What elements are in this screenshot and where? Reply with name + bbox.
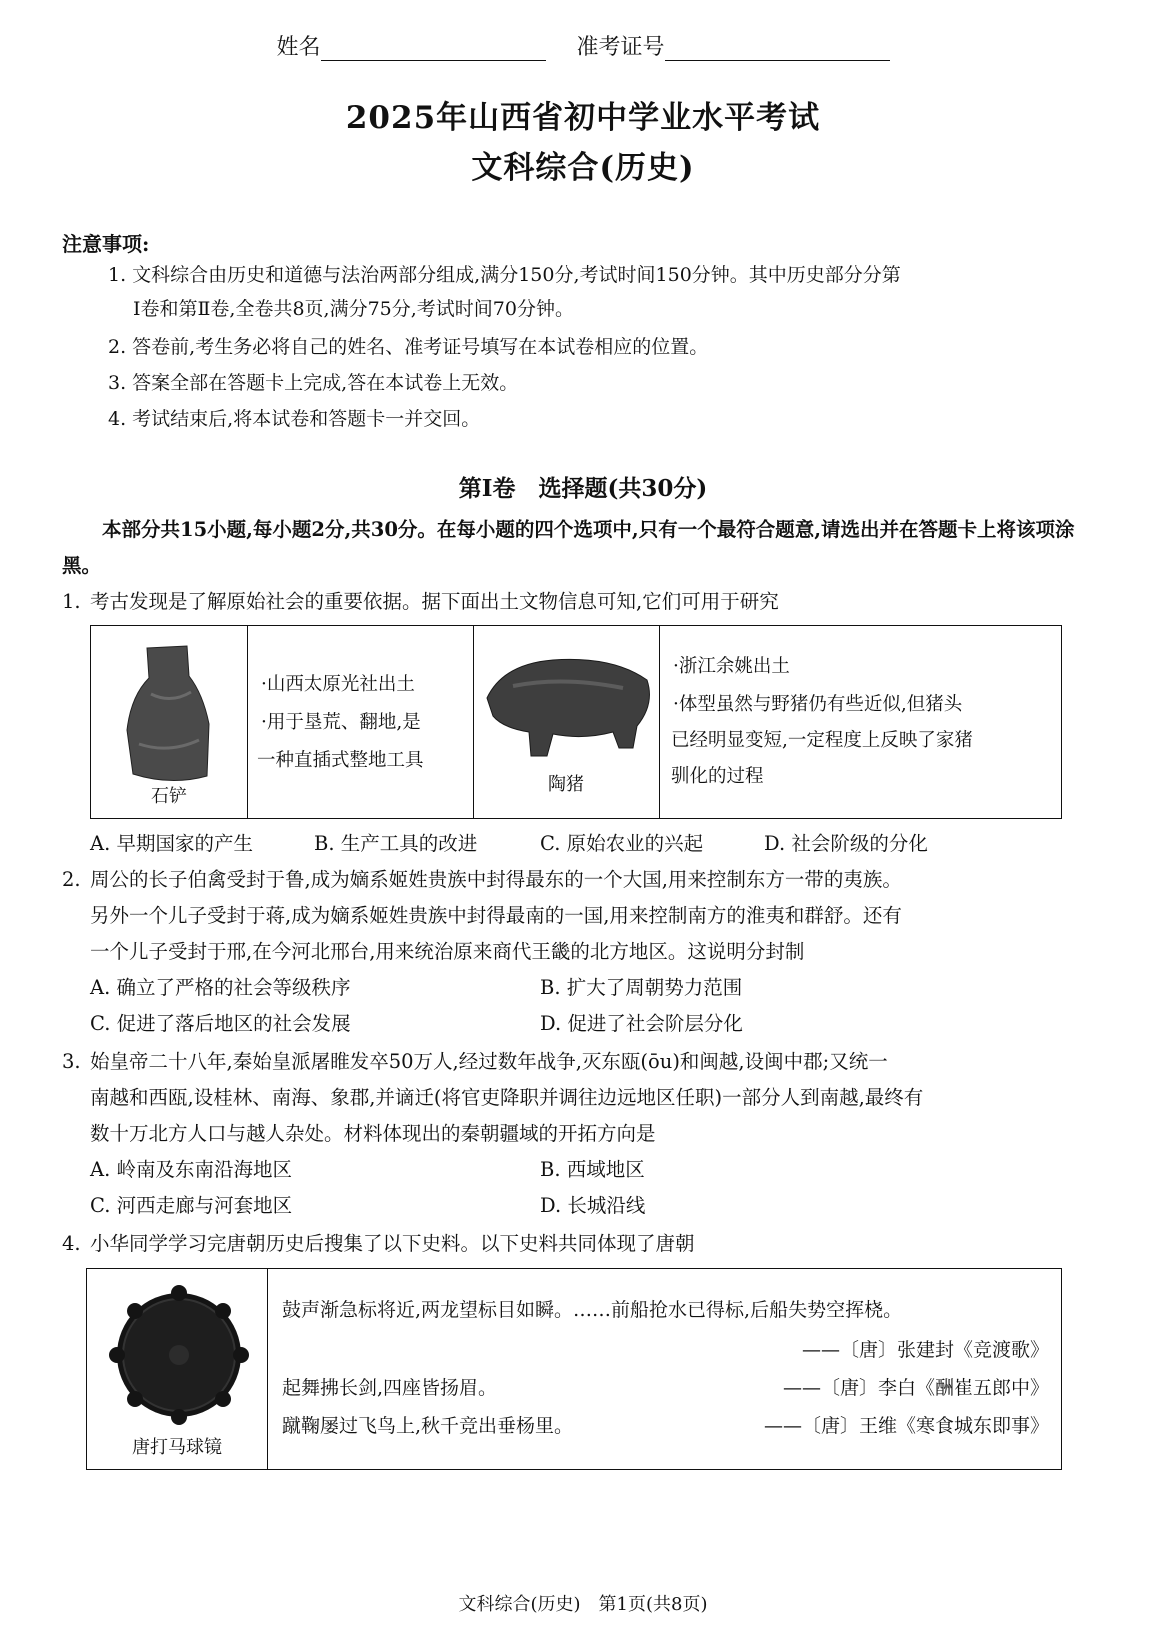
question-text: 小华同学学习完唐朝历史后搜集了以下史料。以下史料共同体现了唐朝 bbox=[90, 1232, 695, 1255]
notice-item: Ⅰ卷和第Ⅱ卷,全卷共8页,满分75分,考试时间70分钟。 bbox=[133, 298, 574, 320]
notice-item: 3. 答案全部在答题卡上完成,答在本试卷上无效。 bbox=[108, 372, 519, 394]
question-number: 1. bbox=[62, 590, 81, 613]
artifact-2-info bbox=[659, 626, 1061, 818]
name-field[interactable] bbox=[321, 40, 546, 61]
question-text: 另外一个儿子受封于蒋,成为嫡系姬姓贵族中封得最南的一国,用来控制南方的淮夷和群舒。还有 bbox=[90, 904, 902, 927]
option-d[interactable]: D. 社会阶级的分化 bbox=[764, 832, 928, 855]
option-c[interactable]: C. 原始农业的兴起 bbox=[540, 832, 704, 855]
question-3 bbox=[62, 1044, 1112, 1152]
option-b[interactable]: B. 扩大了周朝势力范围 bbox=[540, 976, 743, 999]
artifact-stone-shovel bbox=[91, 626, 248, 818]
poem-1-text: 鼓声渐急标将近,两龙望标目如瞬。……前船抢水已得标,后船失势空挥桡。 bbox=[282, 1299, 903, 1321]
notice-heading: 注意事项: bbox=[62, 232, 150, 256]
info-line: ·浙江余姚出土 bbox=[673, 656, 790, 677]
option-a[interactable]: A. 确立了严格的社会等级秩序 bbox=[90, 976, 351, 999]
option-d[interactable]: D. 促进了社会阶层分化 bbox=[540, 1012, 743, 1035]
option-c[interactable]: C. 促进了落后地区的社会发展 bbox=[90, 1012, 351, 1035]
artifact-caption: 陶猪 bbox=[548, 774, 584, 795]
option-a[interactable]: A. 早期国家的产生 bbox=[90, 832, 253, 855]
option-b[interactable]: B. 生产工具的改进 bbox=[314, 832, 478, 855]
mirror-caption: 唐打马球镜 bbox=[132, 1437, 222, 1458]
option-a[interactable]: A. 岭南及东南沿海地区 bbox=[90, 1158, 292, 1181]
question-number: 3. bbox=[62, 1050, 81, 1073]
question-1-stem bbox=[62, 584, 1112, 620]
artifact-1-info bbox=[247, 626, 474, 818]
candidate-fields bbox=[0, 30, 1166, 61]
id-label: 准考证号 bbox=[576, 35, 665, 60]
question-text: 南越和西瓯,设桂林、南海、象郡,并谪迁(将官吏降职并调往边远地区任职)一部分人到南越,最终有 bbox=[90, 1086, 924, 1109]
artifact-pottery-pig bbox=[473, 626, 660, 818]
option-b[interactable]: B. 西域地区 bbox=[540, 1158, 645, 1181]
poem-2-source: ——〔唐〕李白《酬崔五郎中》 bbox=[782, 1377, 1049, 1399]
info-line: ·山西太原光社出土 bbox=[261, 674, 415, 695]
section-intro: 本部分共15小题,每小题2分,共30分。在每小题的四个选项中,只有一个最符合题意,请选出并在答题卡上将该项涂黑。 bbox=[62, 518, 1075, 577]
question-text: 一个儿子受封于邢,在今河北邢台,用来统治原来商代王畿的北方地区。这说明分封制 bbox=[90, 940, 805, 963]
question-2 bbox=[62, 862, 1112, 970]
info-line: 驯化的过程 bbox=[671, 766, 764, 787]
question-number: 4. bbox=[62, 1232, 81, 1255]
question-text: 数十万北方人口与越人杂处。材料体现出的秦朝疆域的开拓方向是 bbox=[90, 1122, 656, 1145]
notice-item: 4. 考试结束后,将本试卷和答题卡一并交回。 bbox=[108, 408, 481, 430]
question-4-stem bbox=[62, 1226, 1112, 1262]
exam-title: 2025年山西省初中学业水平考试 bbox=[345, 100, 821, 136]
artifact-table bbox=[90, 625, 1062, 819]
info-line: 一种直插式整地工具 bbox=[257, 750, 424, 771]
stone-shovel-image bbox=[91, 634, 247, 794]
artifact-caption: 石铲 bbox=[151, 786, 187, 807]
question-number: 2. bbox=[62, 868, 81, 891]
poem-3-source: ——〔唐〕王维《寒食城东即事》 bbox=[763, 1415, 1049, 1437]
question-text: 始皇帝二十八年,秦始皇派屠睢发卒50万人,经过数年战争,灭东瓯(ōu)和闽越,设闽中郡;又统一 bbox=[90, 1050, 888, 1073]
polo-mirror-image bbox=[87, 1277, 267, 1437]
question-text: 周公的长子伯禽受封于鲁,成为嫡系姬姓贵族中封得最东的一个大国,用来控制东方一带的夷族。 bbox=[90, 868, 902, 891]
poem-1-source: ——〔唐〕张建封《竞渡歌》 bbox=[801, 1339, 1049, 1361]
info-line: ·体型虽然与野猪仍有些近似,但猪头 bbox=[673, 694, 963, 715]
notice-item: 1. 文科综合由历史和道德与法治两部分组成,满分150分,考试时间150分钟。其中历史部分分第 bbox=[108, 264, 901, 286]
id-field[interactable] bbox=[665, 40, 890, 61]
question-text: 考古发现是了解原始社会的重要依据。据下面出土文物信息可知,它们可用于研究 bbox=[90, 590, 779, 613]
poem-2-text: 起舞拂长剑,四座皆扬眉。 bbox=[282, 1377, 498, 1399]
name-label: 姓名 bbox=[276, 35, 321, 60]
pottery-pig-image bbox=[473, 636, 659, 786]
option-d[interactable]: D. 长城沿线 bbox=[540, 1194, 646, 1217]
source-table bbox=[86, 1268, 1062, 1470]
exam-subtitle: 文科综合(历史) bbox=[471, 150, 695, 186]
option-c[interactable]: C. 河西走廊与河套地区 bbox=[90, 1194, 293, 1217]
poem-3-text: 蹴鞠屡过飞鸟上,秋千竞出垂杨里。 bbox=[282, 1415, 574, 1437]
info-line: 已经明显变短,一定程度上反映了家猪 bbox=[671, 730, 973, 751]
polo-mirror-cell bbox=[87, 1269, 268, 1469]
info-line: ·用于垦荒、翻地,是 bbox=[261, 712, 421, 733]
notice-item: 2. 答卷前,考生务必将自己的姓名、准考证号填写在本试卷相应的位置。 bbox=[108, 336, 709, 358]
page-footer: 文科综合(历史) 第1页(共8页) bbox=[458, 1594, 708, 1615]
section-title: 第Ⅰ卷 选择题(共30分) bbox=[458, 475, 708, 502]
